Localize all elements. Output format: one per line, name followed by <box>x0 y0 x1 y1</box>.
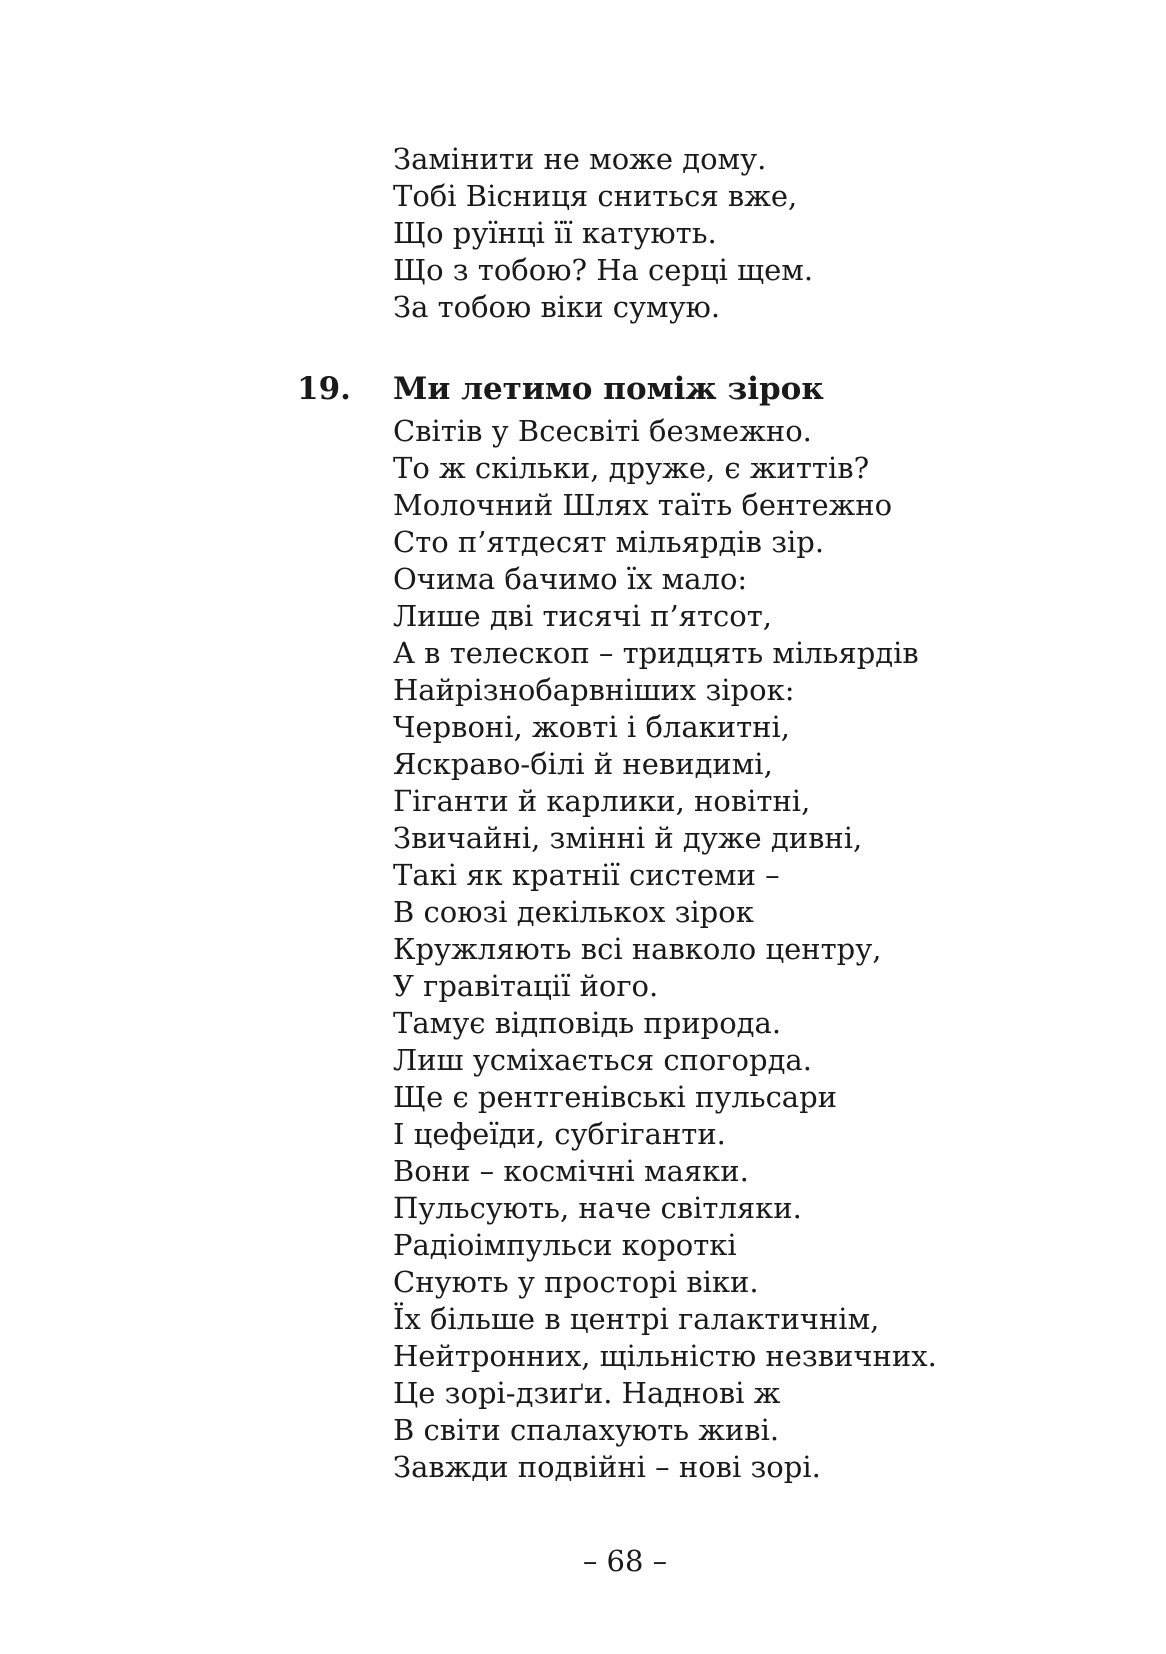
poem-line: Кружляють всі навколо центру, <box>393 932 882 966</box>
poem-line: Сто п’ятдесят мільярдів зір. <box>393 525 825 559</box>
poem-number: 19. <box>297 371 351 407</box>
poem-line: Червоні, жовті і блакитні, <box>393 710 790 744</box>
poem-line: Ще є рентгенівські пульсари <box>393 1080 837 1114</box>
poem-line: Замінити не може дому. <box>393 142 767 176</box>
poem-line: А в телескоп – тридцять мільярдів <box>393 636 919 670</box>
poem-line: Очима бачимо їх мало: <box>393 562 748 596</box>
poem-line: Тобі Вісниця сниться вже, <box>393 179 798 213</box>
poem-line: Це зорі-дзиґи. Наднові ж <box>393 1376 781 1410</box>
poem-line: За тобою віки сумую. <box>393 290 721 324</box>
poem-line: Яскраво-білі й невидимі, <box>393 747 773 781</box>
poem-line: В світи спалахують живі. <box>393 1413 780 1447</box>
poem-line: Їх більше в центрі галактичнім, <box>393 1302 880 1336</box>
poem-line: І цефеїди, субгіганти. <box>393 1117 726 1151</box>
poem-line: Найрізнобарвніших зірок: <box>393 673 795 707</box>
poem-line: Снують у просторі віки. <box>393 1265 759 1299</box>
poem-line: Пульсують, наче світляки. <box>393 1191 802 1225</box>
poem-line: Такі як кратнії системи – <box>393 858 780 892</box>
poem-line: Гіганти й карлики, новітні, <box>393 784 811 818</box>
page-number: – 68 – <box>582 1544 668 1578</box>
poem-line: Що руїнці її катують. <box>393 216 717 250</box>
poem-line: То ж скільки, друже, є життів? <box>393 451 870 485</box>
poem-line: Молочний Шлях таїть бентежно <box>393 488 893 522</box>
poem-line: Нейтронних, щільністю незвичних. <box>393 1339 937 1373</box>
poem-line: Радіоімпульси короткі <box>393 1228 737 1262</box>
poem-line: Світів у Всесвіті безмежно. <box>393 414 812 448</box>
poem-title: Ми летимо поміж зірок <box>393 371 824 407</box>
poem-line: Вони – космічні маяки. <box>393 1154 749 1188</box>
poem-line: Тамує відповідь природа. <box>393 1006 782 1040</box>
poem-line: Завжди подвійні – нові зорі. <box>393 1450 821 1484</box>
poem-line: У гравітації його. <box>393 969 659 1003</box>
poem-line: Лише дві тисячі п’ятсот, <box>393 599 772 633</box>
poem-line: Що з тобою? На серці щем. <box>393 253 814 287</box>
poem-line: Звичайні, змінні й дуже дивні, <box>393 821 863 855</box>
poem-line: Лиш усміхається спогорда. <box>393 1043 812 1077</box>
poem-line: В союзі декількох зірок <box>393 895 754 929</box>
